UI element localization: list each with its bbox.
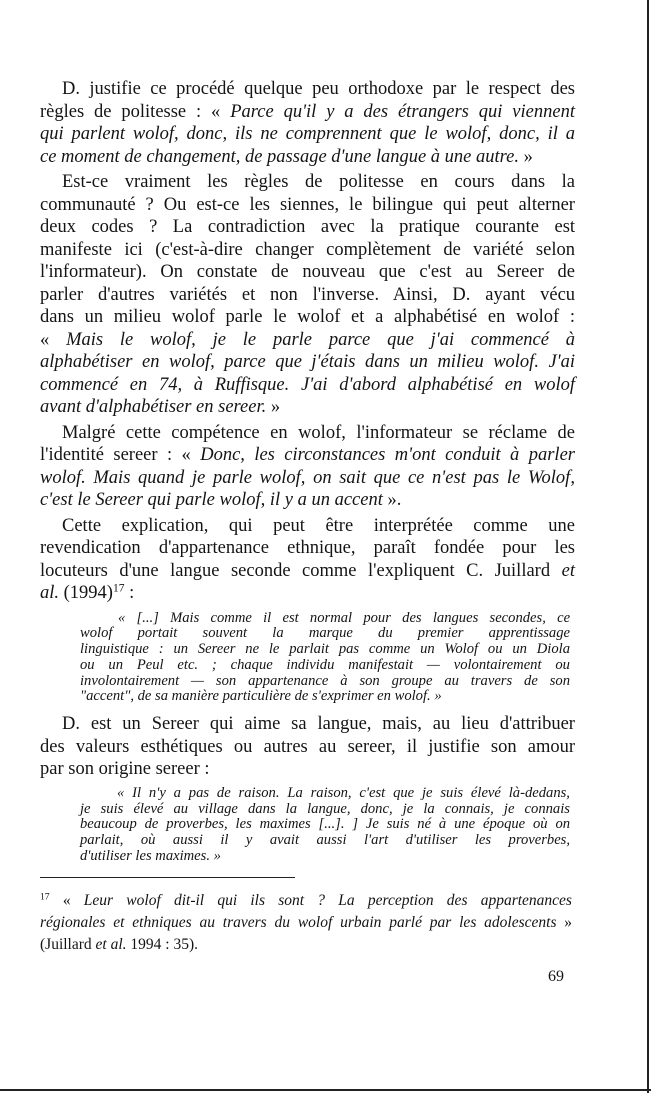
text: (1994) <box>59 583 113 603</box>
scan-edge-bottom <box>0 1089 651 1091</box>
text: des valeurs esthétiques ou autres au sereer, il justifie son amour <box>40 736 576 757</box>
text: : <box>124 583 135 603</box>
text-line <box>80 658 570 674</box>
text-line <box>40 713 575 736</box>
text-line <box>40 422 575 445</box>
text: (Juillard <box>40 936 96 954</box>
text-line <box>40 582 575 605</box>
text: l'identité sereer : « <box>40 445 201 465</box>
text-line <box>40 758 575 781</box>
text-line <box>40 467 575 490</box>
text: « <box>40 329 67 350</box>
text-line <box>40 515 575 538</box>
text-line <box>40 537 575 560</box>
text: » <box>266 397 281 417</box>
text-line <box>80 802 570 818</box>
text-line <box>40 396 575 419</box>
text-line <box>40 171 575 194</box>
text-line <box>40 284 575 307</box>
text: revendication d'appartenance ethnique, paraît fondée pour les <box>40 538 575 558</box>
page-body <box>0 78 651 956</box>
text-line <box>40 912 572 934</box>
text: 1994 : 35). <box>126 936 198 954</box>
text: Cette explication, qui peut être interprétée comme une <box>62 515 575 536</box>
italic-text: et <box>561 560 575 581</box>
text-line <box>40 194 575 217</box>
text-line <box>40 146 575 169</box>
text-line <box>40 329 575 352</box>
italic-text: ce moment de changement, de passage d'une langue à une autre. <box>40 146 520 167</box>
italic-text: wolof. Mais quand je parle wolof, on sait que ce n'est pas le Wolof, <box>40 467 575 488</box>
italic-text: ou un Peul etc. ; chaque individu manifestait — volontairement ou <box>80 656 570 673</box>
text-line <box>40 351 575 374</box>
text: deux codes ? La contradiction avec la pratique courante est <box>40 217 576 237</box>
text-line <box>40 239 575 262</box>
text: Est-ce vraiment les règles de politesse en cours dans la <box>62 172 575 192</box>
text: Malgré cette compétence en wolof, l'informateur se réclame de <box>62 422 576 443</box>
text-line <box>40 444 575 467</box>
text-line <box>80 786 570 802</box>
text: » <box>556 914 573 932</box>
paragraph-4 <box>40 515 575 605</box>
text: ». <box>382 490 402 510</box>
text: locuteurs d'une langue seconde comme l'expliquent C. Juillard <box>40 560 562 581</box>
italic-text: c'est le Sereer qui parle wolof, il y a un accent <box>40 490 383 510</box>
text-line <box>40 261 575 284</box>
text: par son origine sereer : <box>40 759 210 780</box>
text-line <box>80 849 570 865</box>
italic-text: involontairement — son appartenance à son groupe au travers de son <box>80 672 570 689</box>
text: dans un milieu wolof parle le wolof et a alphabétisé en wolof : <box>40 307 575 327</box>
italic-text: je suis élevé au village dans la langue, donc, je la connais, je connais <box>80 800 570 817</box>
page-number: 69 <box>548 968 564 985</box>
text-line <box>40 374 575 397</box>
italic-text: « [...] Mais comme il est normal pour des langues secondes, ce <box>118 609 571 626</box>
text-line <box>40 78 575 101</box>
italic-text: alphabétiser en wolof, parce que j'étais dans un milieu wolof. J'ai <box>40 352 576 372</box>
italic-text: « Il n'y a pas de raison. La raison, c'est que je suis élevé là-dedans, <box>117 784 570 801</box>
text: parler d'autres variétés et non l'inverse. Ainsi, D. ayant vécu <box>40 284 576 305</box>
italic-text: commencé en 74, à Ruffisque. J'ai d'abord alphabétisé en wolof <box>40 374 575 395</box>
text-line <box>40 890 572 912</box>
footnote-17 <box>40 890 572 956</box>
text-line <box>40 736 575 759</box>
text-line <box>40 306 575 329</box>
text-line <box>80 626 570 642</box>
text-line <box>40 934 572 956</box>
italic-text: al. <box>40 583 60 603</box>
italic-text: Parce qu'il y a des étrangers qui viennent <box>230 101 575 122</box>
text-line <box>40 216 575 239</box>
text: « <box>49 892 84 910</box>
text-line <box>80 674 570 690</box>
italic-text: d'utiliser les maximes. » <box>80 847 221 864</box>
paragraph-3 <box>40 422 575 512</box>
italic-text: beaucoup de proverbes, les maximes [...]. ] Je suis né à une époque où on <box>80 816 571 833</box>
text: règles de politesse : « <box>40 101 231 122</box>
text: » <box>519 146 533 167</box>
text-line <box>80 642 570 658</box>
text: manifeste ici (c'est-à-dire changer complètement de variété selon <box>40 239 575 260</box>
italic-text: wolof portait souvent la marque du premier apprentissage <box>80 625 570 642</box>
footnote-separator <box>40 877 295 879</box>
text: l'informateur). On constate de nouveau que c'est au Sereer de <box>40 262 575 282</box>
text-line <box>80 611 570 627</box>
text: D. est un Sereer qui aime sa langue, mais, au lieu d'attribuer <box>62 714 575 735</box>
block-quote-2 <box>80 786 570 865</box>
footnote-ref: 17 <box>40 891 50 903</box>
paragraph-2 <box>40 171 575 419</box>
italic-text: Mais le wolof, je le parle parce que j'ai commencé à <box>66 329 576 350</box>
footnote-ref: 17 <box>112 582 125 595</box>
text: communauté ? Ou est-ce les siennes, le bilingue qui peut alterner <box>40 194 575 215</box>
italic-text: linguistique : un Sereer ne le parlait pas comme un Wolof ou un Diola <box>80 641 570 658</box>
text-line <box>40 560 575 583</box>
block-quote-1 <box>80 611 570 706</box>
italic-text: qui parlent wolof, donc, ils ne comprennent que le wolof, donc, il a <box>40 124 576 144</box>
text-line <box>80 689 570 705</box>
text-line <box>40 489 575 512</box>
text-line <box>80 833 570 849</box>
text-line <box>40 123 575 146</box>
paragraph-1 <box>40 78 575 168</box>
italic-text: Leur wolof dit-il qui ils sont ? La perception des appartenances <box>83 892 572 910</box>
italic-text: régionales et ethniques au travers du wolof urbain parlé par les adolescents <box>40 914 557 932</box>
italic-text: parlait, où aussi il y avait aussi l'art d'utiliser les proverbes, <box>80 832 570 849</box>
text-line <box>80 817 570 833</box>
text: D. justifie ce procédé quelque peu orthodoxe par le respect des <box>62 79 575 99</box>
italic-text: Donc, les circonstances m'ont conduit à parler <box>200 445 575 465</box>
italic-text: et al. <box>95 936 127 954</box>
italic-text: "accent", de sa manière particulière de s'exprimer en wolof. » <box>80 688 442 705</box>
text-line <box>40 101 575 124</box>
italic-text: avant d'alphabétiser en sereer. <box>40 397 267 417</box>
paragraph-5 <box>40 713 575 781</box>
